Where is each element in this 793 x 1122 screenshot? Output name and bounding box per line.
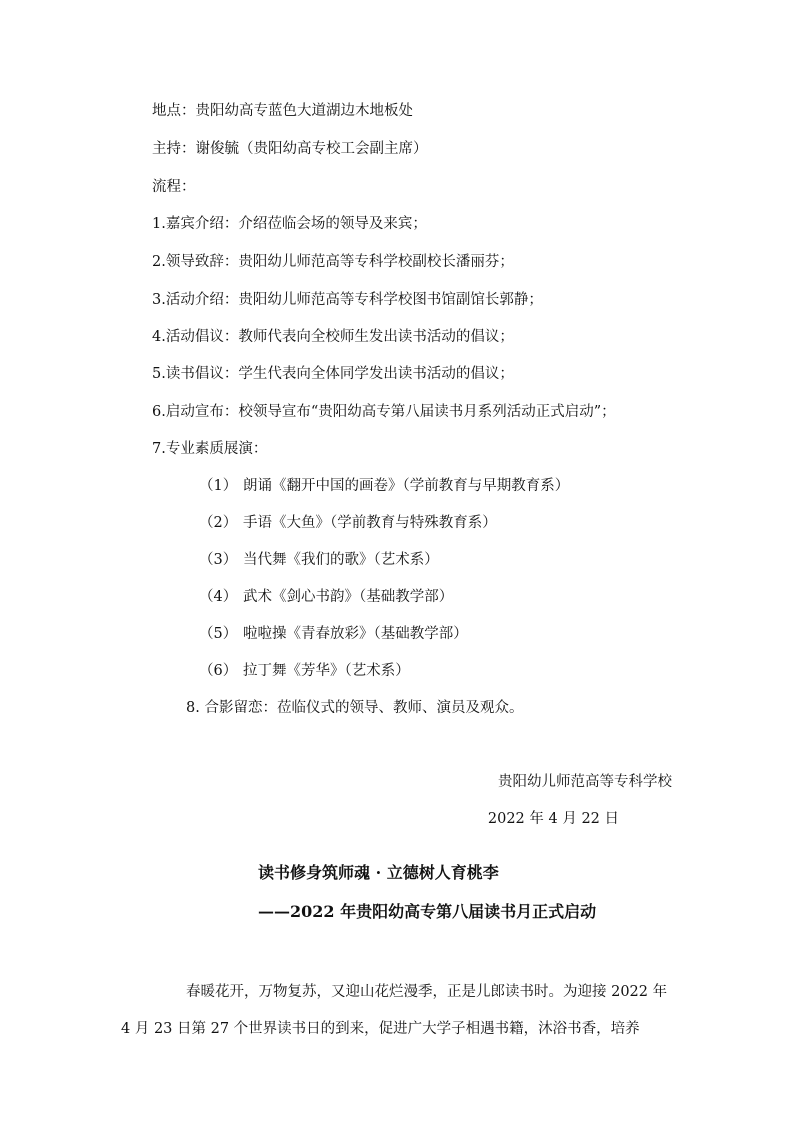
performance-number: （5） xyxy=(199,626,238,642)
process-heading: 流程： xyxy=(152,179,196,195)
performance-number: （1） xyxy=(199,478,238,494)
step-item: 5.读书倡议：学生代表向全体同学发出读书活动的倡议； xyxy=(152,366,514,382)
host-line: 主持：谢俊毓（贵阳幼高专校工会副主席） xyxy=(152,141,428,157)
article-title: 读书修身筑师魂 · 立德树人育桃李 xyxy=(258,863,499,882)
performance-text: 当代舞《我们的歌》（艺术系） xyxy=(243,552,439,568)
step-item: 6.启动宣布：校领导宣布“贵阳幼高专第八届读书月系列活动正式启动”； xyxy=(152,404,616,420)
article-paragraph-line: 4 月 23 日第 27 个世界读书日的到来，促进广大学子相遇书籍，沐浴书香，培养 xyxy=(121,1021,640,1037)
performance-number: （4） xyxy=(199,589,238,605)
performance-text: 手语《大鱼》（学前教育与特殊教育系） xyxy=(243,515,497,531)
step-item: 4.活动倡议：教师代表向全校师生发出读书活动的倡议； xyxy=(152,329,514,345)
performance-text: 朗诵《翻开中国的画卷》（学前教育与早期教育系） xyxy=(243,478,570,494)
performance-number: （3） xyxy=(199,552,238,568)
article-paragraph-line: 春暖花开，万物复苏，又迎山花烂漫季，正是儿郎读书时。为迎接 2022 年 xyxy=(186,984,668,1000)
venue-line: 地点：贵阳幼高专蓝色大道湖边木地板处 xyxy=(152,103,413,119)
performance-number: （6） xyxy=(199,663,238,679)
performance-text: 啦啦操《青春放彩》（基础教学部） xyxy=(243,626,468,642)
performance-text: 拉丁舞《芳华》（艺术系） xyxy=(243,663,410,679)
signature-date: 2022 年 4 月 22 日 xyxy=(487,811,619,827)
step-item: 1.嘉宾介绍：介绍莅临会场的领导及来宾； xyxy=(152,216,427,232)
signature-org: 贵阳幼儿师范高等专科学校 xyxy=(498,774,672,790)
article-subtitle: ——2022 年贵阳幼高专第八届读书月正式启动 xyxy=(258,902,597,921)
performance-number: （2） xyxy=(199,515,238,531)
step-item: 3.活动介绍：贵阳幼儿师范高等专科学校图书馆副馆长郭静； xyxy=(152,292,543,308)
step-item-8: 8. 合影留恋：莅临仪式的领导、教师、演员及观众。 xyxy=(186,700,524,716)
step-item: 2.领导致辞：贵阳幼儿师范高等专科学校副校长潘丽芬； xyxy=(152,254,514,270)
performance-text: 武术《剑心书韵》（基础教学部） xyxy=(243,589,454,605)
step-item: 7.专业素质展演： xyxy=(152,441,268,457)
